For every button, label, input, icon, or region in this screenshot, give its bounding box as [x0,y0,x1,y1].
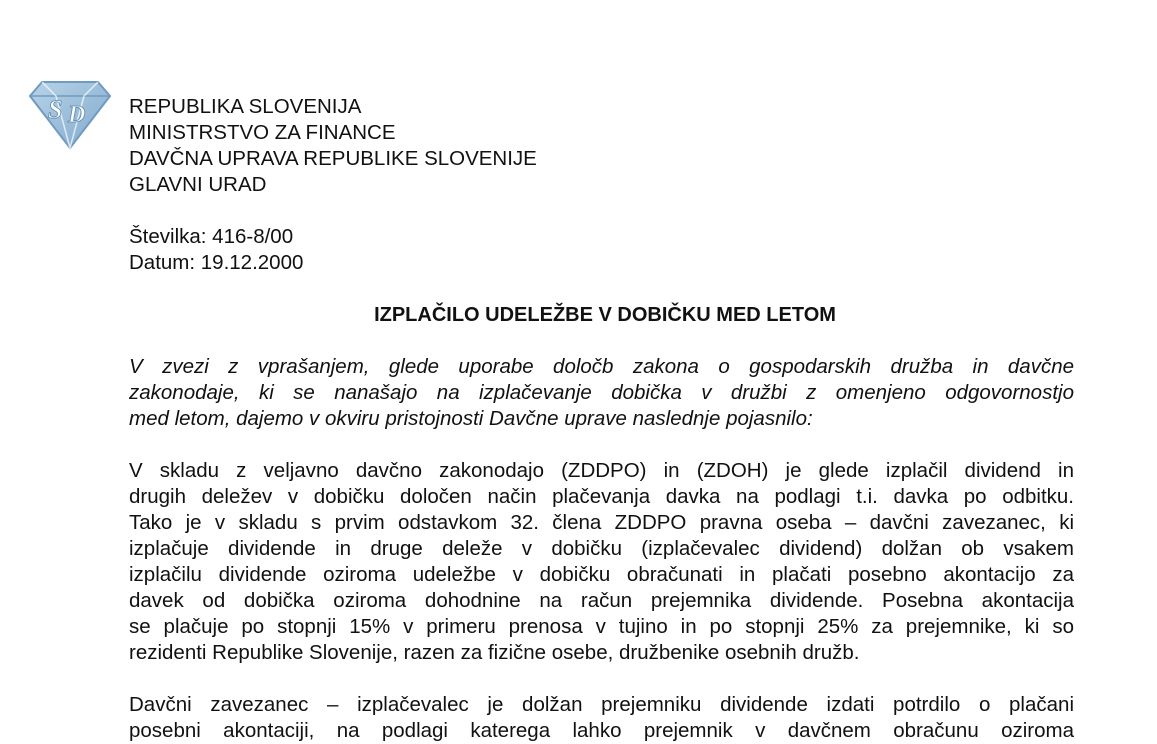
letterhead-line: MINISTRSTVO ZA FINANCE [129,121,396,144]
document-body [129,94,1074,744]
paragraph-line: davek od dobička oziroma dohodnine na račun prejemnika dividende. Posebna akontacija [129,589,1074,612]
paragraph-line: V skladu z veljavno davčno zakonodajo (ZDDPO) in (ZDOH) je glede izplačil dividend in [129,459,1074,482]
paragraph-line: posebni akontaciji, na podlagi katerega lahko prejemnik v davčnem obračunu oziroma [129,719,1074,742]
body-paragraph-1 [129,458,1074,666]
paragraph-line: Tako je v skladu s prvim odstavkom 32. člena ZDDPO pravna oseba – davčni zavezanec, ki [129,511,1074,534]
paragraph-line: se plačuje po stopnji 15% v primeru prenosa v tujino in po stopnji 25% za prejemnike, ki so [129,615,1074,638]
paragraph-line: zakonodaje, ki se nanašajo na izplačevanje dobička v družbi z omenjeno odgovornostjo [129,381,1074,404]
paragraph-line: drugih deležev v dobičku določen način plačevanja davka na podlagi t.i. davka po odbitku. [129,485,1074,508]
paragraph-line: V zvezi z vprašanjem, glede uporabe določb zakona o gospodarskih družba in davčne [129,355,1074,378]
body-paragraph-2 [129,692,1074,744]
paragraph-line: rezidenti Republike Slovenije, razen za fizične osebe, družbenike osebnih družb. [129,641,860,664]
paragraph-line: med letom, dajemo v okviru pristojnosti Davčne uprave naslednje pojasnilo: [129,407,813,430]
letterhead-line: DAVČNA UPRAVA REPUBLIKE SLOVENIJE [129,147,537,170]
reference-date: Datum: 19.12.2000 [129,251,304,274]
paragraph-line: izplačuje dividende in druge deleže v dobičku (izplačevalec dividend) dolžan ob vsakem [129,537,1074,560]
logo-letter-s: S [48,95,63,124]
durs-diamond-logo-icon [28,78,112,150]
paragraph-line: izplačilu dividende oziroma udeležbe v dobičku obračunati in plačati posebno akontacijo za [129,563,1074,586]
reference-block [129,224,1074,276]
document-title: IZPLAČILO UDELEŽBE V DOBIČKU MED LETOM [374,304,836,326]
intro-paragraph [129,354,1074,432]
paragraph-line: Davčni zavezanec – izplačevalec je dolžan prejemniku dividende izdati potrdilo o plačani [129,693,1074,716]
letterhead-line: GLAVNI URAD [129,173,267,196]
reference-number: Številka: 416-8/00 [129,225,294,248]
logo-letter-d: D [68,102,86,128]
letterhead-line: REPUBLIKA SLOVENIJA [129,95,362,118]
letterhead [129,94,1074,198]
